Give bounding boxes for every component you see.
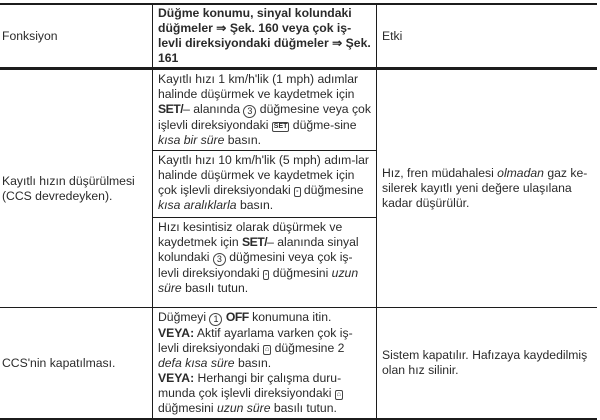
- or-label: VEYA:: [158, 326, 195, 340]
- step-text: düğmesine veya çok işlevli direksiyondaki: [158, 102, 371, 132]
- emphasis-text: defa kısa süre: [158, 356, 235, 370]
- off-label: OFF: [225, 310, 249, 324]
- header-button-position: Düğme konumu, sinyal kolundaki düğmeler ⇒ Şek. 160 veya çok iş-levli direksiyondaki düğmeler ⇒ Şek. 161: [153, 4, 377, 69]
- step-text: düğmesini: [158, 401, 217, 415]
- effect-text: Hız, fren müdahalesi: [382, 166, 498, 180]
- emphasis-text: olmadan: [497, 166, 544, 180]
- step-text: düğmesine 2: [271, 341, 345, 355]
- effect-cell: Sistem kapatılır. Hafızaya kaydedilmiş olan hız silinir.: [377, 308, 598, 420]
- minus-button-icon: -: [296, 188, 299, 195]
- function-cell: CCS'nin kapatılması.: [0, 308, 153, 420]
- cruise-button-icon: ⌂: [265, 346, 270, 353]
- step-text: – alanında: [183, 102, 244, 116]
- table-header-row: [0, 4, 597, 69]
- step-text: konumuna itin.: [248, 310, 332, 324]
- button-number-icon: 3: [213, 253, 226, 266]
- emphasis-text: kısa bir süre: [158, 133, 225, 147]
- cruise-button-icon: ⌂: [336, 391, 342, 398]
- minus-button-icon: -: [265, 271, 268, 278]
- step-text: Aktif ayarlama varken çok iş-levli direksiyondaki: [158, 326, 353, 355]
- set-label: SET/: [158, 102, 184, 116]
- set-button-icon: SET: [273, 123, 288, 130]
- button-number-icon: 3: [243, 105, 256, 118]
- step-cell: [153, 69, 377, 151]
- table-row: [0, 308, 597, 420]
- step-text: Düğmeyi: [158, 310, 210, 324]
- header-function: Fonksiyon: [0, 4, 153, 69]
- emphasis-text: kısa aralıklarla: [158, 198, 237, 212]
- step-text: düğmesini: [269, 266, 332, 280]
- header-effect: Etki: [377, 4, 598, 69]
- step-text: Kayıtlı hızı 1 km/h'lik (1 mph) adımlar halinde düşürmek ve kaydetmek için: [158, 72, 359, 101]
- step-text: basılı tutun.: [270, 401, 337, 415]
- emphasis-text: uzun süre: [158, 266, 359, 295]
- step-text: Kayıtlı hızı 10 km/h'lik (5 mph) adım-lar halinde düşürmek ve kaydetmek için çok işlevli direksiyondaki: [158, 153, 369, 197]
- function-cell: Kayıtlı hızın düşürülmesi (CCS devredeyken).: [0, 69, 153, 308]
- set-label: SET/: [242, 235, 268, 249]
- function-table: [0, 3, 597, 420]
- step-text: basılı tutun.: [181, 281, 249, 295]
- emphasis-text: uzun süre: [216, 401, 271, 415]
- step-text: düğme-sine: [289, 118, 357, 132]
- step-cell: [153, 218, 377, 308]
- step-text: düğmesini veya çok iş-levli direksiyondaki: [158, 250, 353, 280]
- step-text: düğmesine: [300, 183, 364, 197]
- table-row: [0, 69, 597, 151]
- step-text: basın.: [236, 198, 274, 212]
- step-text: basın.: [224, 133, 261, 147]
- step-text: basın.: [234, 356, 272, 370]
- step-cell: [153, 308, 377, 420]
- button-number-icon: 1: [209, 313, 222, 326]
- step-cell: [153, 151, 377, 218]
- effect-text: gaz ke-silerek kayıtlı yeni değere ulaşılana kadar düşürülür.: [382, 166, 588, 210]
- effect-cell: [377, 69, 598, 308]
- step-text: – alanında sinyal kolundaki: [158, 235, 359, 264]
- or-label: VEYA:: [158, 371, 195, 385]
- step-text: Hızı kesintisiz olarak düşürmek ve kaydetmek için: [158, 220, 343, 249]
- step-text: Herhangi bir çalışma duru-munda çok işlevli direksiyondaki: [158, 371, 342, 400]
